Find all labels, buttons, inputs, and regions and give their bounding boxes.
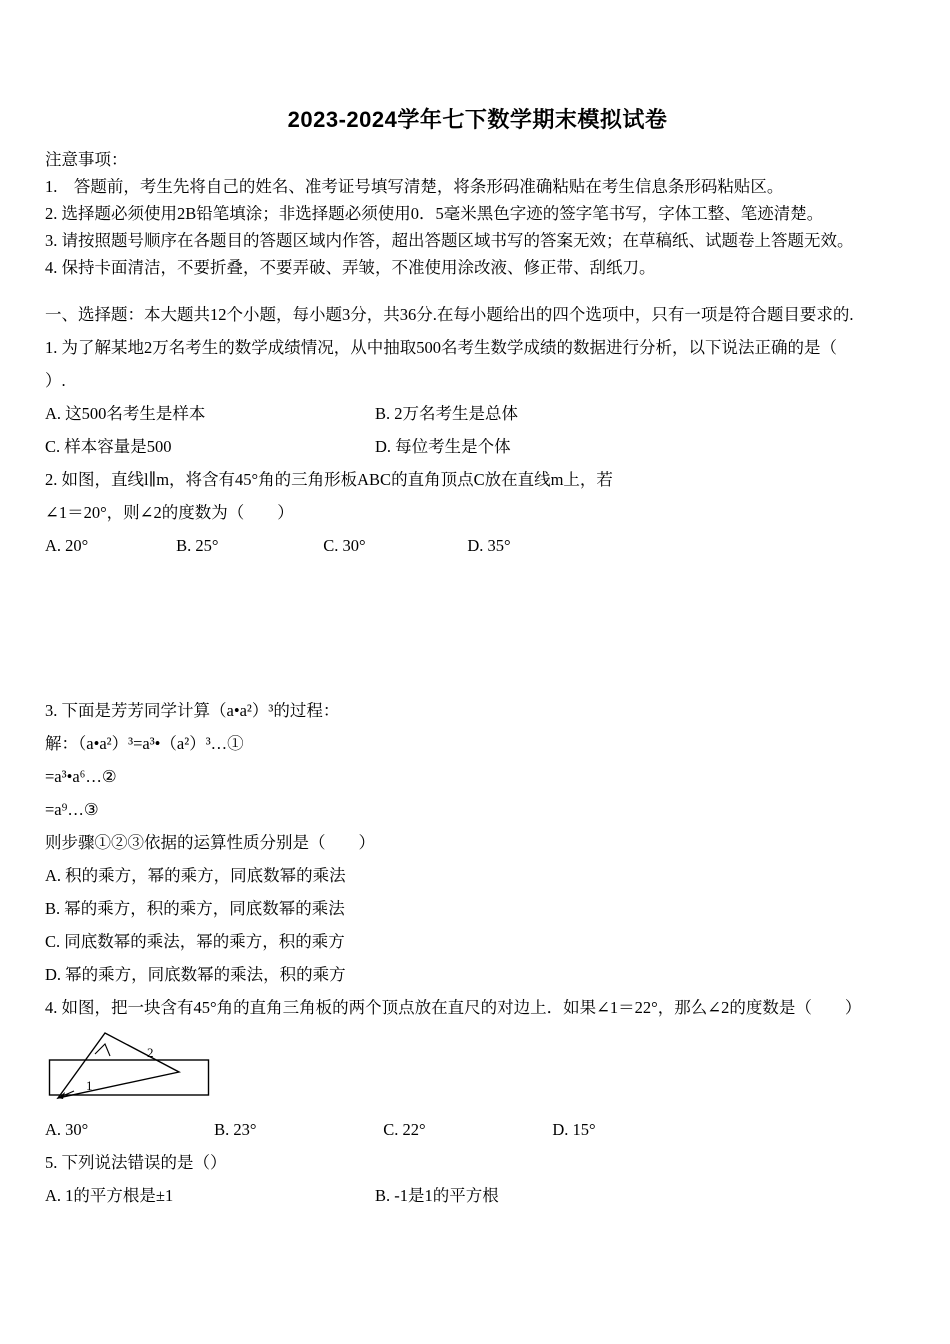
triangle-ruler-figure [48, 1027, 216, 1107]
q4-stem: 4. 如图，把一块含有45°角的直角三角板的两个顶点放在直尺的对边上．如果∠1＝22°，那么∠2的度数是（ ） [45, 998, 862, 1017]
question-4 [45, 991, 910, 1146]
q2-stem-line1: 2. 如图，直线l∥m，将含有45°角的三角形板ABC的直角顶点C放在直线m上，若 [45, 470, 613, 489]
q3-step-2: =a³•a⁶…② [45, 767, 117, 786]
q2-option-b: B. 25° [176, 536, 219, 555]
q3-stem: 3. 下面是芳芳同学计算（a•a²）³的过程： [45, 701, 340, 720]
q2-option-a: A. 20° [45, 536, 89, 555]
question-3 [45, 694, 910, 991]
q3-option-d: D. 幂的乘方，同底数幂的乘法，积的乘方 [45, 965, 346, 984]
q1-options-row2 [45, 430, 910, 463]
question-2 [45, 463, 910, 694]
triangle-shape [58, 1033, 179, 1098]
q3-step-1: 解：（a•a²）³=a³•（a²）³…① [45, 734, 244, 753]
q4-option-b: B. 23° [214, 1120, 257, 1139]
note-item-1: 1. 答题前，考生先将自己的姓名、准考证号填写清楚，将条形码准确粘贴在考生信息条形码粘贴区。 [45, 177, 784, 196]
figure-angle1-label: 1 [86, 1078, 93, 1093]
q4-options-row [45, 1113, 910, 1146]
q2-option-d: D. 35° [467, 536, 511, 555]
notes-header: 注意事项： [45, 150, 128, 169]
q3-option-a: A. 积的乘方，幂的乘方，同底数幂的乘法 [45, 866, 346, 885]
q2-stem-line2: ∠1＝20°，则∠2的度数为（ ） [45, 503, 294, 522]
notes-section [45, 146, 910, 281]
q4-option-c: C. 22° [383, 1120, 426, 1139]
q2-figure-space [45, 562, 910, 694]
q4-figure [48, 1027, 910, 1109]
question-5 [45, 1146, 910, 1212]
angle-mark [95, 1044, 110, 1056]
note-item-4: 4. 保持卡面清洁，不要折叠，不要弄破、弄皱，不准使用涂改液、修正带、刮纸刀。 [45, 258, 656, 277]
q1-option-d: D. 每位考生是个体 [375, 437, 511, 456]
q2-options-row [45, 529, 910, 562]
q3-option-b: B. 幂的乘方，积的乘方，同底数幂的乘法 [45, 899, 345, 918]
q4-option-d: D. 15° [552, 1120, 596, 1139]
q3-step-3: =a⁹…③ [45, 800, 99, 819]
q1-option-a: A. 这500名考生是样本 [45, 404, 206, 423]
q1-stem-line2: ）. [45, 371, 66, 390]
q5-options-row [45, 1179, 910, 1212]
q5-option-a: A. 1的平方根是±1 [45, 1186, 174, 1205]
q3-question: 则步骤①②③依据的运算性质分别是（ ） [45, 833, 375, 852]
q5-stem: 5. 下列说法错误的是（） [45, 1153, 227, 1172]
q1-option-b: B. 2万名考生是总体 [375, 404, 519, 423]
page-title: 2023-2024学年七下数学期末模拟试卷 [287, 107, 668, 132]
q1-stem-line1: 1. 为了解某地2万名考生的数学成绩情况，从中抽取500名考生数学成绩的数据进行分析，以下说法正确的是（ [45, 338, 837, 357]
note-item-3: 3. 请按照题号顺序在各题目的答题区域内作答，超出答题区域书写的答案无效；在草稿纸、试题卷上答题无效。 [45, 231, 854, 250]
q1-option-c: C. 样本容量是500 [45, 437, 172, 456]
q3-option-c: C. 同底数幂的乘法，幂的乘方，积的乘方 [45, 932, 345, 951]
question-1 [45, 331, 910, 463]
q5-option-b: B. -1是1的平方根 [375, 1186, 499, 1205]
note-item-2: 2. 选择题必须使用2B铅笔填涂；非选择题必须使用0．5毫米黑色字迹的签字笔书写，字体工整、笔迹清楚。 [45, 204, 824, 223]
section1-header: 一、选择题：本大题共12个小题，每小题3分，共36分.在每小题给出的四个选项中，只有一项是符合题目要求的. [45, 305, 854, 324]
q1-options-row1 [45, 397, 910, 430]
q2-option-c: C. 30° [323, 536, 366, 555]
q4-option-a: A. 30° [45, 1120, 89, 1139]
figure-angle2-label: 2 [147, 1045, 154, 1060]
